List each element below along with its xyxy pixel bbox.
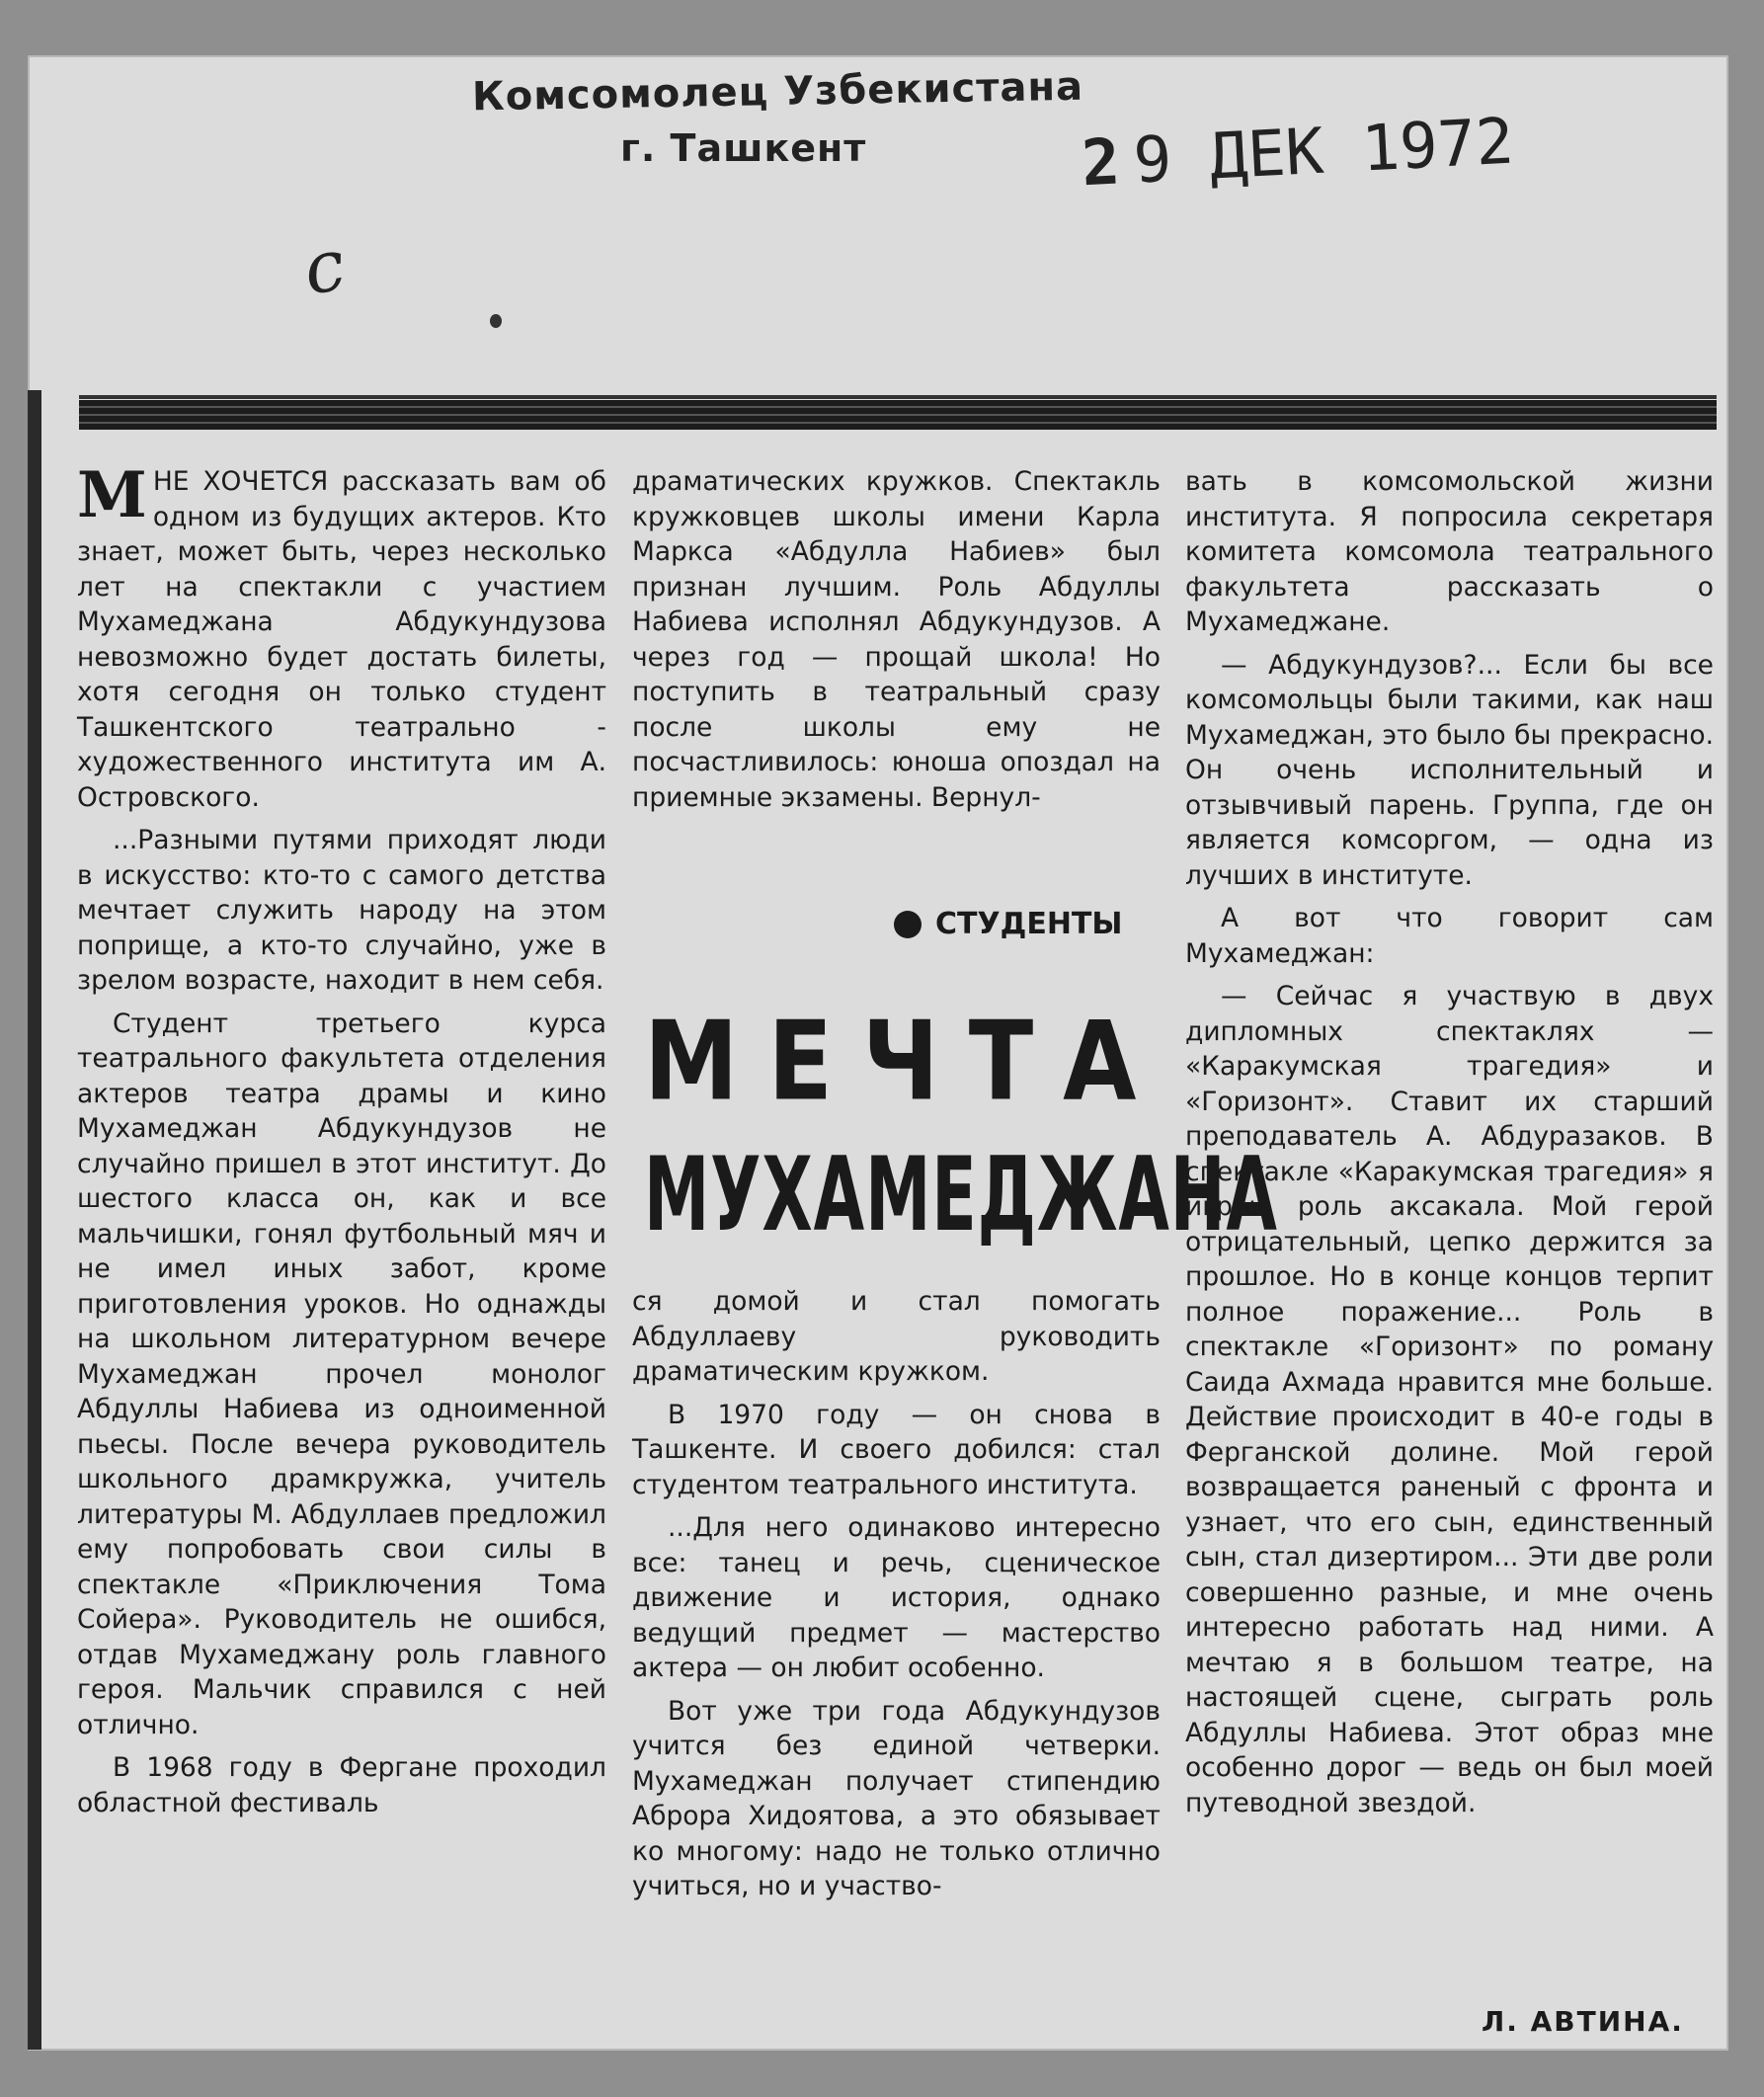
article-column-1 bbox=[77, 458, 606, 1828]
paragraph: вать в комсомольской жизни института. Я попросила секретаря комитета комсомола театрального факультета рассказать о Мухамеджане. bbox=[1185, 466, 1714, 637]
paragraph: ся домой и стал помогать Абдуллаеву руководить драматическим кружком. bbox=[632, 1286, 1161, 1387]
date-stamp-rest: 9 ДЕК 1972 bbox=[1131, 105, 1516, 199]
article-column-2-bottom bbox=[632, 1284, 1161, 1912]
paragraph: ...Разными путями приходят люди в искусство: кто-то с самого детства мечтает служить народу на этом поприще, а кто-то случайно, уже в зрелом возрасте, находит в нем себя. bbox=[77, 825, 606, 996]
header-rule-thin bbox=[79, 395, 1717, 399]
paragraph: В 1968 году в Фергане проходил областной фестиваль bbox=[77, 1752, 606, 1818]
author-signature: Л. АВТИНА. bbox=[1482, 2005, 1684, 2038]
lead-text: НЕ ХОЧЕТСЯ рассказать вам об одном из будущих актеров. Кто знает, может быть, через несколько лет на спектакли с участием Мухамеджана Абдукундузова невозможно будет достать билеты, хотя сегодня он только студент Ташкентского театрально - художественного института им А. Островского. bbox=[77, 466, 606, 813]
headline-line-1: МЕЧТА bbox=[644, 998, 1166, 1125]
ink-dot bbox=[490, 314, 502, 328]
rubric-text: СТУДЕНТЫ bbox=[935, 907, 1123, 941]
header-rule-thick bbox=[79, 400, 1717, 430]
bullet-icon bbox=[894, 911, 922, 938]
newspaper-name-stamp: Комсомолец Узбекистана bbox=[471, 63, 1084, 121]
article-column-3 bbox=[1185, 464, 1714, 1828]
paragraph: А вот что говорит сам Мухамеджан: bbox=[1185, 903, 1714, 969]
paragraph: — Сейчас я участвую в двух дипломных спектаклях — «Каракумская трагедия» и «Горизонт». Ставит их старший преподаватель А. Абдуразаков. В спектакле «Каракумская трагедия» я играю роль аксакала. Мой герой отрицательный, цепко держится за прошлое. Но в конце концов терпит полное поражение... Роль в спектакле «Горизонт» по роману Саида Ахмада нравится мне больше. Действие происходит в 40-е годы в Ферганской долине. Мой герой возвращается раненый с фронта и узнает, что его сын, единственный сын, стал дизертиром... Эти две роли совершенно разные, и мне очень интересно работать над ними. А мечтаю я в большом театре, на настоящей сцене, сыграть роль Абдуллы Набиева. Этот образ мне особенно дорог — ведь он был моей путеводной звездой. bbox=[1185, 981, 1714, 1818]
paragraph: драматических кружков. Спектакль кружковцев школы имени Карла Маркса «Абдулла Набиев» был признан лучшим. Роль Абдуллы Набиева исполнял Абдукундузов. А через год — прощай школа! Но поступить в театральный сразу после школы ему не посчастливилось: юноша опоздал на приемные экзамены. Вернул- bbox=[632, 466, 1161, 813]
city-stamp: г. Ташкент bbox=[620, 126, 867, 170]
paragraph: Студент третьего курса театрального факультета отделения актеров театра драмы и кино Мухамеджан Абдукундузов не случайно пришел в этот институт. До шестого класса он, как и все мальчишки, гонял футбольный мяч и не имел иных забот, кроме приготовления уроков. Но однажды на школьном литературном вечере Мухамеджан прочел монолог Абдуллы Набиева из одноименной пьесы. После вечера руководитель школьного драмкружка, учитель литературы М. Абдуллаев предложил ему попробовать свои силы в спектакле «Приключения Тома Сойера». Руководитель не ошибся, отдав Мухамеджану роль главного героя. Мальчик справился с ней отлично. bbox=[77, 1008, 606, 1740]
paragraph: В 1970 году — он снова в Ташкенте. И своего добился: стал студентом театрального института. bbox=[632, 1399, 1161, 1500]
rubric-label bbox=[894, 907, 1122, 941]
clipping-edge-shadow bbox=[28, 390, 41, 2050]
headline-line-2: МУХАМЕДЖАНА bbox=[644, 1136, 1278, 1255]
drop-cap: М bbox=[77, 458, 147, 532]
paragraph: — Абдукундузов?... Если бы все комсомольцы были такими, как наш Мухамеджан, это было бы прекрасно. Он очень исполнительный и отзывчивый парень. Группа, где он является комсоргом, — одна из лучших в институте. bbox=[1185, 649, 1714, 891]
paragraph: ...Для него одинаково интересно все: танец и речь, сценическое движение и история, однако ведущий предмет — мастерство актера — он любит особенно. bbox=[632, 1512, 1161, 1683]
handwritten-mark: c bbox=[297, 222, 352, 311]
lead-paragraph bbox=[77, 458, 606, 815]
date-stamp-day-digit: 2 bbox=[1080, 125, 1122, 202]
paragraph: Вот уже три года Абдукундузов учится без единой четверки. Мухамеджан получает стипендию Аброра Хидоятова, а это обязывает ко многому: надо не только отлично учиться, но и участво- bbox=[632, 1695, 1161, 1901]
article-column-2-top bbox=[632, 464, 1161, 823]
